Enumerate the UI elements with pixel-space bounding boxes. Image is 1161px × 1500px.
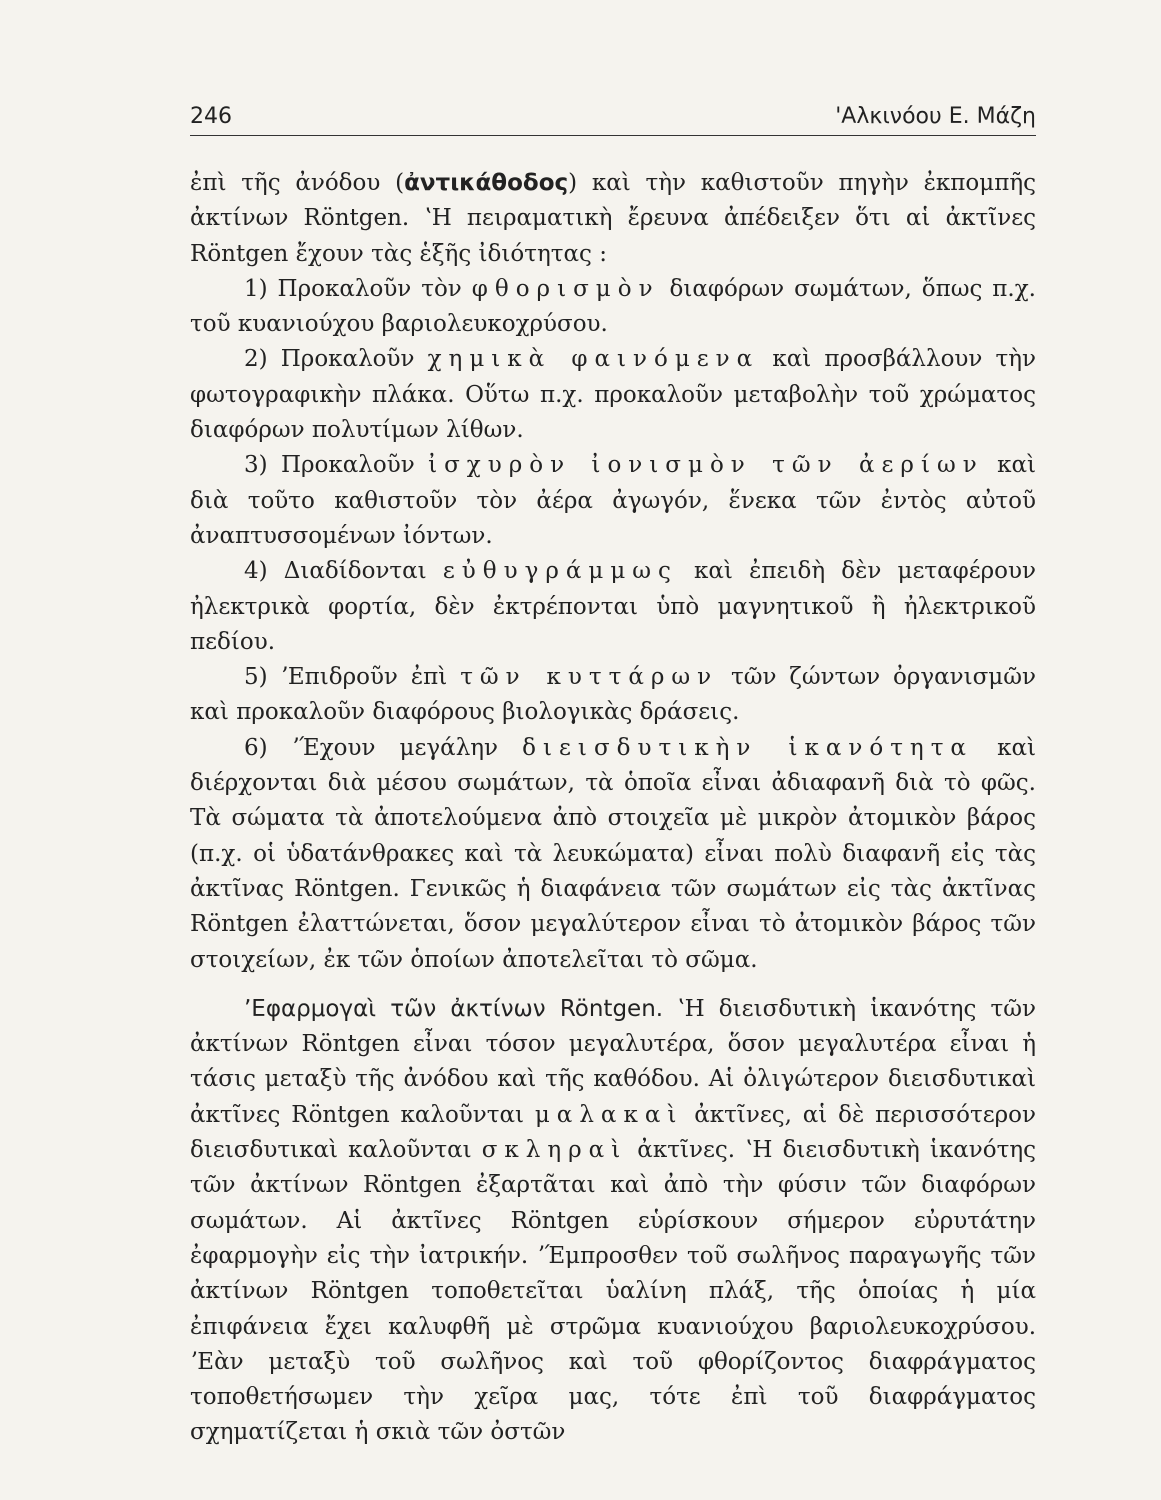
text-run: ʽΗ διεισδυτικὴ ἱκανότης τῶν ἀκτίνων Röntgen εἶναι τόσον μεγαλυτέρα, ὅσον μεγαλυτέρα εἶναι ἡ τάσις μεταξὺ τῆς ἀνόδου καὶ τῆς καθόδου. Αἱ ὀλιγώτερον διεισδυτικαὶ ἀκτῖνες Röntgen καλοῦνται — [190, 995, 1036, 1128]
text-run: καὶ προσβάλλουν τὴν φωτογραφικὴν πλάκα. Οὕτω π.χ. προκαλοῦν μεταβολὴν τοῦ χρώματος διαφόρων πολυτίμων λίθων. — [190, 346, 1037, 444]
page-number: 246 — [190, 104, 232, 129]
text-run: τῶν ζώντων ὀργανισμῶν καὶ προκαλοῦν διαφόρους βιολογικὰς δράσεις. — [190, 664, 1036, 726]
text-run: 4) Διαδίδονται — [244, 558, 443, 585]
section-applications — [190, 992, 1036, 1451]
bold-term: ἀντικάθοδος — [404, 170, 569, 196]
text-run: ἀκτῖνες. ʽΗ διεισδυτικὴ ἱκανότης τῶν ἀκτίνων Röntgen ἐξαρτᾶται καὶ ἀπὸ τὴν φύσιν τῶν διαφόρων σωμάτων. Αἱ ἀκτῖνες Röntgen εὑρίσκουν σήμερον εὐρυτάτην ἐφαρμογὴν εἰς τὴν ἰατρικήν. ʼΈμπροσθεν τοῦ σωλῆνος παραγωγῆς τῶν ἀκτίνων Röntgen τοποθετεῖται ὑαλίνη πλάξ, τῆς ὁποίας ἡ μία ἐπιφάνεια ἔχει καλυφθῆ μὲ στρῶμα κυανιούχου βαριολευκοχρύσου. ʼΕὰν μεταξὺ τοῦ σωλῆνος καὶ τοῦ φθορίζοντος διαφράγματος τοποθετήσωμεν τὴν χεῖρα μας, τότε ἐπὶ τοῦ διαφράγματος σχηματίζεται ἡ σκιὰ τῶν ὀστῶν — [190, 1137, 1037, 1446]
running-title: 'Αλκινόου Ε. Μάζη — [835, 104, 1036, 129]
property-item-6 — [190, 731, 1036, 978]
text-run: καὶ διέρχονται διὰ μέσου σωμάτων, τὰ ὁποῖα εἶναι ἀδιαφανῆ διὰ τὸ φῶς. Τὰ σώματα τὰ ἀποτελούμενα ἀπὸ στοιχεῖα μὲ μικρὸν ἀτομικὸν βάρος (π.χ. οἱ ὑδατάνθρακες καὶ τὰ λευκώματα) εἶναι πολὺ διαφανῆ εἰς τὰς ἀκτῖνας Röntgen. Γενικῶς ἡ διαφάνεια τῶν σωμάτων εἰς τὰς ἀκτῖνας Röntgen ἐλαττώνεται, ὅσον μεγαλύτερον εἶναι τὸ ἀτομικὸν βάρος τῶν στοιχείων, ἐκ τῶν ὁποίων ἀποτελεῖται τὸ σῶμα. — [190, 734, 1036, 973]
property-item-2 — [190, 342, 1036, 448]
text-run: ἐπὶ τῆς ἀνόδου ( — [190, 170, 405, 196]
emphasis-term: μαλακαὶ — [534, 1101, 684, 1128]
property-item-5 — [190, 660, 1036, 731]
text-run: 5) ʼΕπιδροῦν ἐπὶ — [244, 664, 461, 691]
text-run: ) καὶ τὴν καθιστοῦν πηγὴν ἐκπομπῆς ἀκτίνων Röntgen. ʽΗ πειραματικὴ ἔρευνα ἀπέδειξεν ὅτι αἱ ἀκτῖνες Röntgen ἔχουν τὰς ἑξῆς ἰδιότητας : — [190, 170, 1036, 267]
text-run: 2) Προκαλοῦν — [244, 346, 428, 373]
emphasis-term: εὐθυγράμμως — [442, 558, 678, 585]
emphasis-term: χημικὰ φαινόμενα — [427, 346, 760, 373]
emphasis-term: σκληραὶ — [481, 1137, 628, 1164]
text-run: 3) Προκαλοῦν — [244, 452, 429, 479]
property-item-1 — [190, 272, 1036, 343]
emphasis-term: διεισδυτικὴν ἱκανότητα — [522, 734, 973, 761]
text-run: καὶ διὰ τοῦτο καθιστοῦν τὸν ἀέρα ἀγωγόν, ἕνεκα τῶν ἐντὸς αὐτοῦ ἀναπτυσσομένων ἰόντων. — [190, 452, 1036, 549]
property-item-3 — [190, 448, 1036, 554]
text-run: 1) Προκαλοῦν τὸν — [244, 275, 472, 302]
page-header — [190, 104, 1036, 136]
paragraph-intro — [190, 166, 1036, 272]
emphasis-term: ἰσχυρὸν ἰονισμὸν τῶν ἀερίων — [428, 452, 984, 479]
text-run: καὶ ἐπειδὴ δὲν μεταφέρουν ἠλεκτρικὰ φορτία, δὲν ἐκτρέπονται ὑπὸ μαγνητικοῦ ἢ ἠλεκτρικοῦ πεδίου. — [190, 558, 1036, 655]
emphasis-term: φθορισμὸν — [471, 275, 660, 302]
body-text — [190, 166, 1036, 1451]
section-heading: ʼΕφαρμογαὶ τῶν ἀκτίνων Röntgen. — [244, 995, 664, 1022]
emphasis-term: τῶν κυττάρων — [460, 664, 719, 691]
page-content — [190, 104, 1036, 1451]
text-run: 6) ʼΈχουν μεγάλην — [244, 734, 523, 761]
text-run: ἀκτῖνες, αἱ δὲ περισσότερον διεισδυτικαὶ καλοῦνται — [190, 1101, 1036, 1164]
property-item-4 — [190, 554, 1036, 660]
text-run: διαφόρων σωμάτων, ὅπως π.χ. τοῦ κυανιούχου βαριολευκοχρύσου. — [190, 275, 1036, 338]
